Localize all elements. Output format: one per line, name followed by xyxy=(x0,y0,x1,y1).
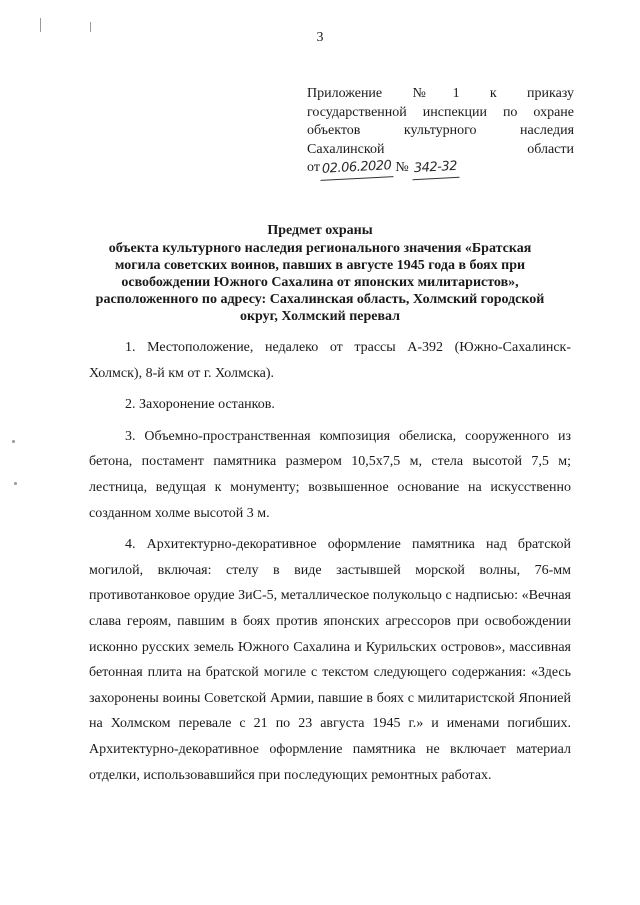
scan-artifact xyxy=(12,440,15,443)
title-line: расположенного по адресу: Сахалинская область, Холмский городской xyxy=(95,292,545,307)
number-label: № xyxy=(395,160,409,175)
title-line: округ, Холмский перевал xyxy=(239,309,401,324)
document-title xyxy=(0,222,640,325)
title-line: объекта культурного наследия регионального значения «Братская xyxy=(108,241,532,256)
handwritten-number: 342-32 xyxy=(411,158,459,180)
appendix-word: охране xyxy=(533,104,574,120)
document-body xyxy=(89,335,571,788)
title-main: Предмет охраны xyxy=(267,223,373,238)
order-date-number-line xyxy=(307,159,574,179)
appendix-word: государственной xyxy=(307,104,407,120)
title-line: могила советских воинов, павших в августе 1945 года в боях при xyxy=(114,258,526,273)
from-label: от xyxy=(307,160,320,175)
paragraph-composition: 3. Объемно-пространственная композиция обелиска, сооруженного из бетона, постамент памятника размером 10,5х7,5 м, стела высотой 7,5 м; лестница, ведущая к монументу; возвышенное основание на искусственно созданном холме высотой 3 м. xyxy=(89,428,571,521)
paragraph-burial: 2. Захоронение останков. xyxy=(125,397,275,413)
page-number: 3 xyxy=(316,30,324,45)
appendix-header xyxy=(307,85,574,179)
appendix-line-3 xyxy=(307,122,574,141)
appendix-word: наследия xyxy=(520,123,575,138)
appendix-word: по xyxy=(502,104,518,120)
appendix-word: инспекции xyxy=(422,104,487,120)
paragraph-decoration: 4. Архитектурно-декоративное оформление памятника над братской могилой, включая: стелу в виде застывшей морской волны, 76-мм противотанковое орудие ЗиС-5, металлическое полукольцо с надписью: «Вечная слава героям, павшим в боях против японских агрессоров при освобождении исконно русских земель Южного Сахалина и Курильских островов», массивная бетонная плита на братской могиле с текстом следующего содержания: «Здесь захоронены воины Советской Армии, павшие в боях с милитаристской Японией на Холмском перевале с 21 по 23 августа 1945 г.» и именами погибших. Архитектурно-декоративное оформление памятника не включает материал отделки, использовавшийся при последующих ремонтных работах. xyxy=(89,537,571,783)
appendix-word: культурного xyxy=(403,123,477,138)
appendix-word: объектов xyxy=(307,123,361,138)
appendix-word: Сахалинской xyxy=(307,141,385,157)
appendix-line-2 xyxy=(307,104,574,123)
appendix-word: №1 xyxy=(412,86,460,101)
handwritten-date: 02.06.2020 xyxy=(319,157,393,180)
title-line: освобождении Южного Сахалина от японских милитаристов», xyxy=(121,275,519,290)
scan-artifact xyxy=(14,482,17,485)
appendix-line-1 xyxy=(307,85,574,104)
appendix-word: Приложение xyxy=(307,86,383,101)
appendix-word: к xyxy=(489,86,497,101)
appendix-line-4 xyxy=(307,141,574,160)
paragraph-location: 1. Местоположение, недалеко от трассы А-392 (Южно-Сахалинск-Холмск), 8-й км от г. Холмска). xyxy=(89,340,571,381)
appendix-word: области xyxy=(527,141,574,157)
appendix-word: приказу xyxy=(527,86,575,101)
